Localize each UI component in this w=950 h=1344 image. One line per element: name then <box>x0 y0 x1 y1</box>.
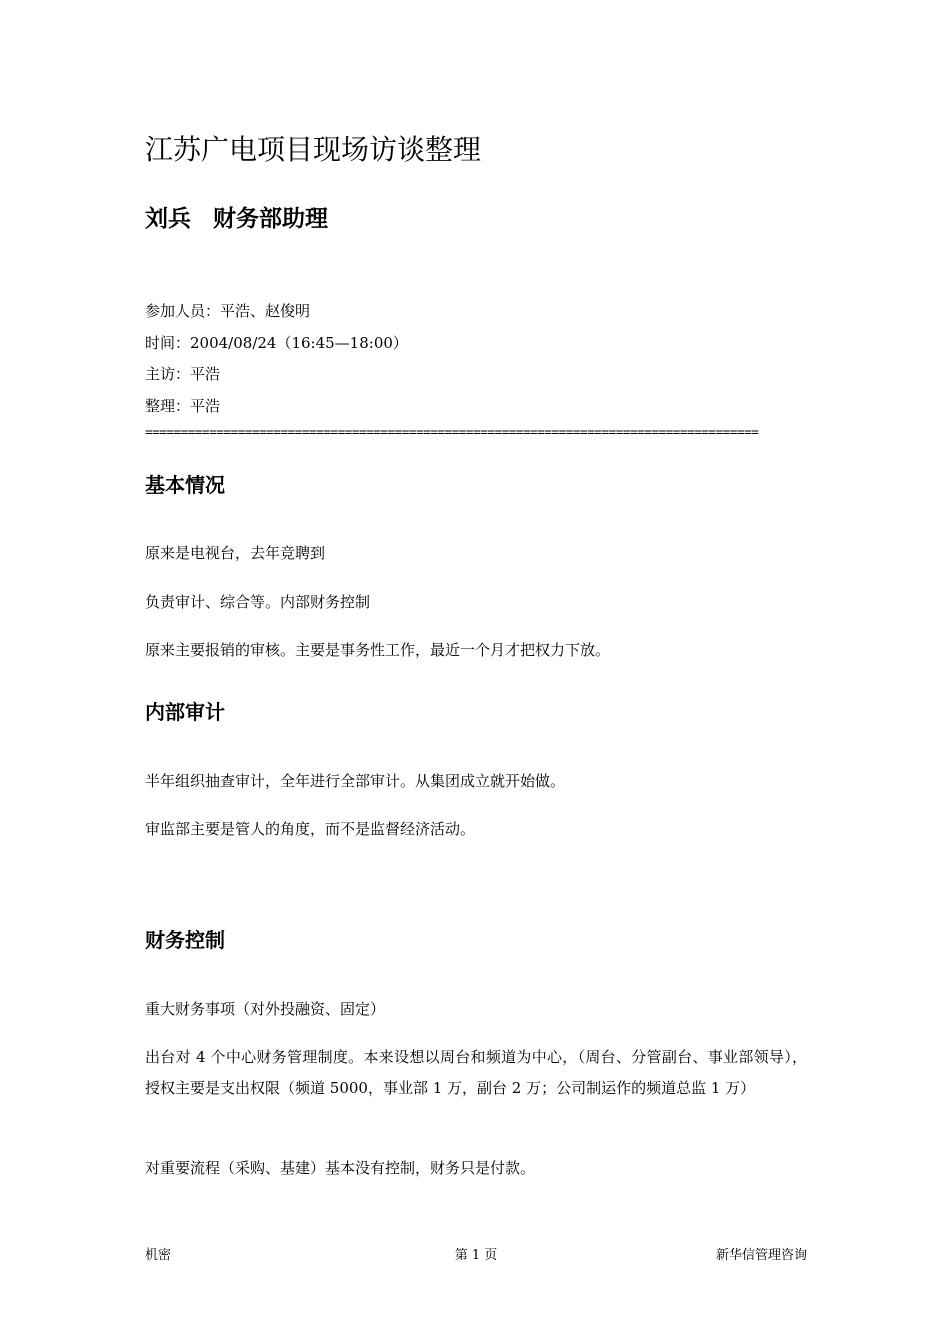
paragraph: 半年组织抽查审计，全年进行全部审计。从集团成立就开始做。 <box>145 772 566 790</box>
interviewer-line: 主访：平浩 <box>145 365 221 383</box>
paragraph: 重大财务事项（对外投融资、固定） <box>145 1000 386 1018</box>
paragraph: 原来是电视台，去年竞聘到 <box>145 544 326 562</box>
section-heading-basic-info: 基本情况 <box>145 473 225 497</box>
section-heading-financial-control: 财务控制 <box>145 928 225 952</box>
interviewee-heading <box>145 203 328 235</box>
page-footer <box>145 1244 807 1268</box>
recorder-line: 整理：平浩 <box>145 396 221 415</box>
section-heading-internal-audit: 内部审计 <box>145 700 225 724</box>
meeting-info <box>145 296 408 422</box>
participants-line: 参加人员：平浩、赵俊明 <box>145 302 311 320</box>
paragraph: 出台对 4 个中心财务管理制度。本来设想以周台和频道为中心，（周台、分管副台、事业部领导），授权主要是支出权限（频道 5000，事业部 1 万，副台 2 万；公司制运作的频道总监 1 万） <box>145 1048 807 1097</box>
footer-company: 新华信管理咨询 <box>715 1248 807 1263</box>
footer-confidential: 机密 <box>145 1248 172 1263</box>
paragraph: 审监部主要是管人的角度，而不是监督经济活动。 <box>145 820 476 838</box>
interviewee-role: 财务部助理 <box>213 206 328 232</box>
footer-page-number: 第 1 页 <box>454 1248 498 1263</box>
document-title: 江苏广电项目现场访谈整理 <box>145 133 482 166</box>
separator-line: ====================================================================================== <box>145 424 759 439</box>
paragraph: 对重要流程（采购、基建）基本没有控制，财务只是付款。 <box>145 1159 536 1177</box>
paragraph: 负责审计、综合等。内部财务控制 <box>145 593 371 611</box>
interviewee-name: 刘兵 <box>145 206 191 232</box>
paragraph: 原来主要报销的审核。主要是事务性工作，最近一个月才把权力下放。 <box>145 641 611 659</box>
time-line: 时间：2004/08/24（16:45—18:00） <box>145 333 408 352</box>
